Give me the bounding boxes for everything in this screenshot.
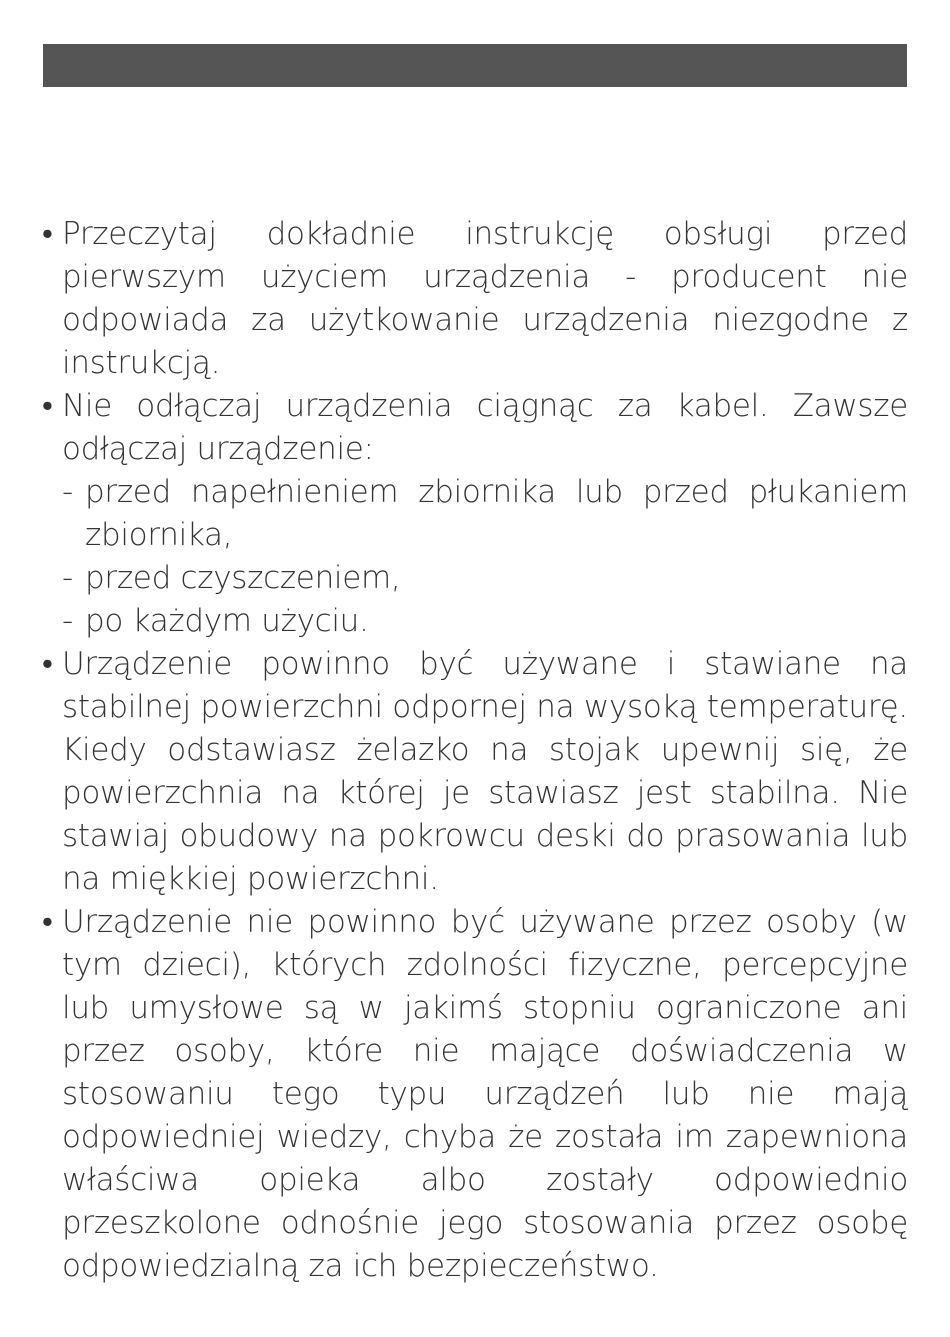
dash-marker: -: [62, 603, 73, 639]
dash-marker: -: [62, 560, 73, 596]
list-item-text: Urządzenie nie powinno być używane przez osoby (w tym dzieci), których zdolności fizyczne, percepcyjne lub umysłowe są w jakimś stopniu ograniczone ani przez osoby, które nie mające doświadczenia w stosowaniu tego typu urządzeń lub nie mają odpowiedniej wiedzy, chyba że została im zapewniona właściwa opieka albo zostały odpowiednio przeszkolone odnośnie jego stosowania przez osobę odpowiedzialną za ich bezpieczeństwo.: [62, 904, 908, 1284]
sub-list-item: [42, 557, 908, 600]
sub-list-item-text: przed napełnieniem zbiornika lub przed płukaniem zbiornika,: [85, 474, 908, 553]
header-bar: [43, 44, 907, 87]
sub-list-item-text: po każdym użyciu.: [85, 603, 369, 639]
list-item-text: Przeczytaj dokładnie instrukcję obsługi przed pierwszym użyciem urządzenia - producent nie odpowiada za użytkowanie urządzenia niezgodne z instrukcją.: [62, 216, 908, 381]
list-item-text: Nie odłączaj urządzenia ciągnąc za kabel. Zawsze odłączaj urządzenie:: [62, 388, 908, 467]
list-item: [42, 901, 908, 1288]
list-item: [42, 643, 908, 901]
list-item: [42, 385, 908, 471]
bullet-marker: •: [42, 904, 53, 940]
bullet-marker: •: [42, 216, 53, 252]
list-item: [42, 213, 908, 385]
list-item-text: Urządzenie powinno być używane i stawiane na stabilnej powierzchni odpornej na wysoką temperaturę. Kiedy odstawiasz żelazko na stojak upewnij się, że powierzchnia na której je stawiasz jest stabilna. Nie stawiaj obudowy na pokrowcu deski do prasowania lub na miękkiej powierzchni.: [62, 646, 908, 897]
sub-list-item: [42, 600, 908, 643]
dash-marker: -: [62, 474, 73, 510]
bullet-marker: •: [42, 646, 53, 682]
bullet-marker: •: [42, 388, 53, 424]
sub-list-item-text: przed czyszczeniem,: [85, 560, 401, 596]
sub-list-item: [42, 471, 908, 557]
safety-instructions-list: [42, 213, 908, 1288]
